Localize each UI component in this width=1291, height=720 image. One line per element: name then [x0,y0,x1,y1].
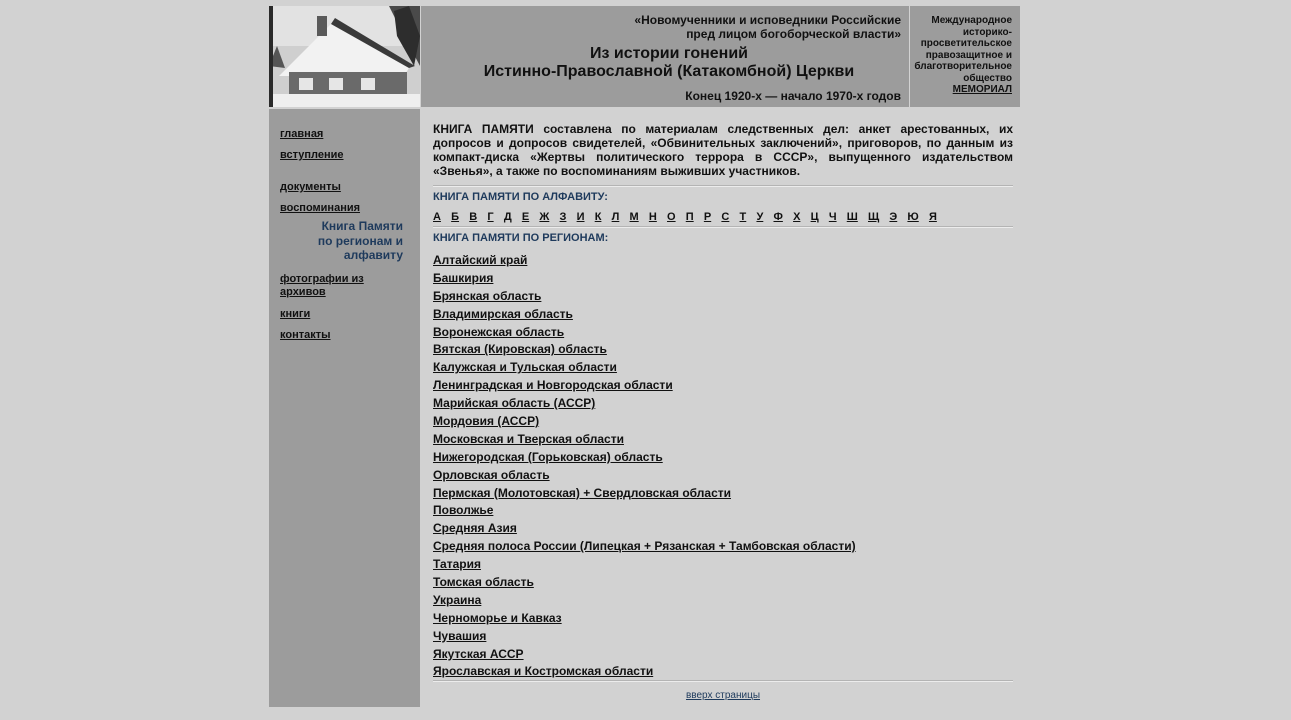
region-link[interactable]: Татария [433,557,481,572]
letter-link[interactable]: Х [793,211,801,223]
nav-archive-photos[interactable]: фотографии из архивов [280,273,364,298]
alphabet-index [433,211,947,223]
region-link[interactable]: Орловская область [433,467,550,482]
letter-link[interactable]: Ю [907,211,919,223]
region-link[interactable]: Чувашия [433,628,487,643]
letter-link[interactable]: Ж [539,211,550,223]
org-line: общество [963,72,1012,84]
region-link[interactable]: Якутская АССР [433,646,524,661]
letter-link[interactable]: М [629,211,639,223]
letter-link[interactable]: З [559,211,567,223]
header [269,6,1020,107]
region-link[interactable]: Марийская область (АССР) [433,396,596,411]
region-link[interactable]: Украина [433,592,482,607]
regions-section-title: КНИГА ПАМЯТИ ПО РЕГИОНАМ: [433,232,609,244]
back-to-top [433,690,1013,701]
letter-link[interactable]: П [685,211,694,223]
letter-link[interactable]: К [594,211,602,223]
letter-link[interactable]: Ч [828,211,837,223]
region-link[interactable]: Калужская и Тульская области [433,360,617,375]
nav-contacts[interactable]: контакты [280,329,331,341]
letter-link[interactable]: Я [928,211,937,223]
org-block [910,6,1020,107]
series-title [421,13,901,41]
letter-link[interactable]: А [433,211,441,223]
regions-list [433,253,856,682]
region-link[interactable]: Алтайский край [433,253,528,267]
nav-home[interactable]: главная [280,128,324,140]
org-line: Международное [931,15,1012,26]
region-link[interactable]: Воронежская область [433,324,565,339]
nav-books[interactable]: книги [280,308,311,320]
region-link[interactable]: Брянская область [433,288,542,303]
title-block [421,6,909,107]
letter-link[interactable]: О [667,211,676,223]
org-line: правозащитное и [925,49,1012,61]
letter-link[interactable]: Ц [810,211,819,223]
letter-link[interactable]: Э [889,211,898,223]
page [269,6,1020,707]
region-link[interactable]: Мордовия (АССР) [433,414,540,429]
title-line-1: Из истории гонений [589,45,749,62]
divider [433,680,1013,682]
region-link[interactable]: Ярославская и Костромская области [433,664,654,679]
region-link[interactable]: Башкирия [433,270,494,285]
letter-link[interactable]: Е [521,211,530,223]
region-link[interactable]: Московская и Тверская области [433,431,624,446]
region-link[interactable]: Средняя полоса России (Липецкая + Рязанская + Тамбовская области) [433,539,856,554]
letter-link[interactable]: Н [648,211,657,223]
letter-link[interactable]: Б [451,211,460,223]
letter-link[interactable]: Л [611,211,620,223]
letter-link[interactable]: С [721,211,730,223]
nav-current-book-of-memory: Книга Памяти по регионам и алфавиту [317,219,403,262]
back-to-top-link[interactable]: вверх страницы [685,690,761,701]
house-photo-icon [269,6,420,107]
divider [433,185,1013,187]
region-link[interactable]: Пермская (Молотовская) + Свердловская области [433,485,731,500]
divider [433,226,1013,228]
page-title [421,45,917,81]
letter-link[interactable]: Т [739,211,747,223]
region-link[interactable]: Вятская (Кировская) область [433,342,607,357]
region-link[interactable]: Владимирская область [433,306,573,321]
region-link[interactable]: Томская область [433,575,534,590]
letter-link[interactable]: В [469,211,478,223]
nav-documents[interactable]: документы [280,181,341,193]
letter-link[interactable]: Ш [846,211,858,223]
series-line-1: «Новомученники и исповедники Российские [634,13,901,27]
region-link[interactable]: Черноморье и Кавказ [433,610,562,625]
region-link[interactable]: Средняя Азия [433,521,517,536]
letter-link[interactable]: Ф [773,211,783,223]
intro-text: составлена по материалам следственных дел: анкет арестованных, их допросов и допросов свидетелей, «Обвинительных заключений», приговоров, по данным из компакт-диска «Жертвы политического террора в СССР», выпущенного издательством «Звенья», а также по воспоминаниям выживших участников. [433,122,1013,178]
org-line: просветительское [920,38,1012,49]
letter-link[interactable]: И [576,211,585,223]
letter-link[interactable]: Р [703,211,712,223]
alphabet-section-title: КНИГА ПАМЯТИ ПО АЛФАВИТУ: [433,191,608,203]
memorial-link[interactable]: МЕМОРИАЛ [952,84,1012,95]
nav-memories[interactable]: воспоминания [280,202,361,214]
org-line: благотворительное [914,61,1012,72]
intro-bold: КНИГА ПАМЯТИ [433,122,534,136]
main-content [433,122,1013,701]
letter-link[interactable]: У [756,211,764,223]
region-link[interactable]: Ленинградская и Новгородская области [433,378,673,393]
intro-paragraph [433,122,1013,178]
period-text: Конец 1920-х — начало 1970-х годов [685,89,901,103]
series-line-2: пред лицом богоборческой власти» [686,27,901,41]
region-link[interactable]: Нижегородская (Горьковская) область [433,449,663,464]
title-line-2: Истинно-Православной (Катакомбной) Церкви [483,63,855,80]
header-photo [269,6,420,107]
letter-link[interactable]: Д [503,211,512,223]
region-link[interactable]: Поволжье [433,503,494,518]
org-line: историко- [962,26,1012,38]
sidebar [269,109,420,707]
letter-link[interactable]: Щ [868,211,880,223]
letter-link[interactable]: Г [487,211,494,223]
nav-intro[interactable]: вступление [280,149,344,161]
